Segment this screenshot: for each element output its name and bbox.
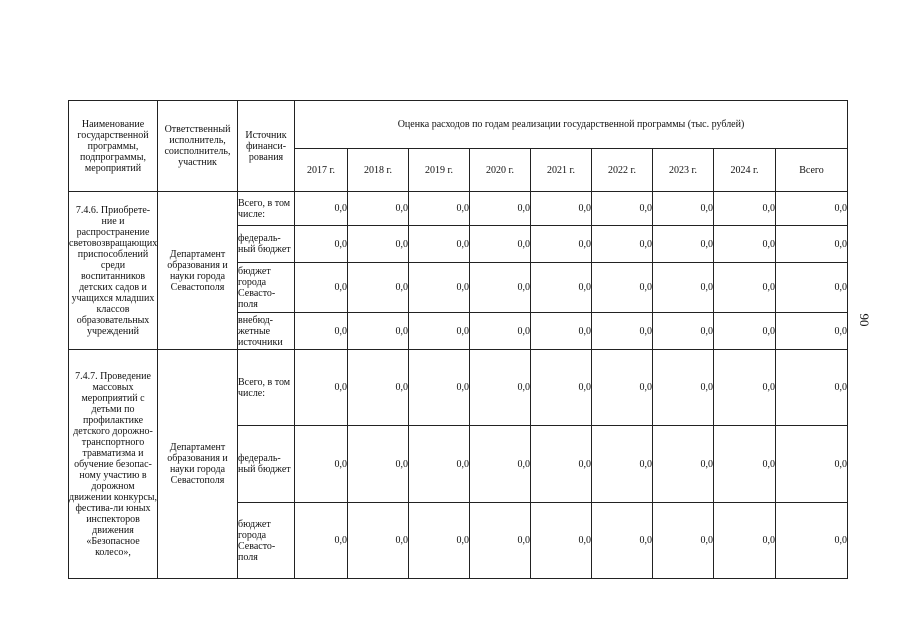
- funding-source: федераль-ный бюджет: [238, 426, 295, 503]
- year-value: 0,0: [592, 503, 653, 579]
- year-value: 0,0: [409, 350, 470, 426]
- year-value: 0,0: [409, 226, 470, 263]
- header-executor-col: Ответственный исполнитель, соисполнитель, участник: [158, 101, 238, 192]
- year-value: 0,0: [714, 263, 776, 313]
- header-name-col: Наименование государственной программы, подпрограммы, мероприятий: [69, 101, 158, 192]
- year-value: 0,0: [714, 313, 776, 350]
- year-value: 0,0: [714, 192, 776, 226]
- year-value: 0,0: [653, 192, 714, 226]
- year-value: 0,0: [531, 350, 592, 426]
- year-value: 0,0: [470, 226, 531, 263]
- year-value: 0,0: [592, 350, 653, 426]
- program-executor: Департамент образования и науки города Севастополя: [158, 192, 238, 350]
- year-header: 2022 г.: [592, 149, 653, 192]
- total-value: 0,0: [776, 192, 848, 226]
- year-value: 0,0: [653, 313, 714, 350]
- year-value: 0,0: [409, 313, 470, 350]
- year-value: 0,0: [714, 426, 776, 503]
- header-source-col: Источник финанси-рования: [238, 101, 295, 192]
- year-value: 0,0: [470, 503, 531, 579]
- year-value: 0,0: [295, 350, 348, 426]
- year-value: 0,0: [409, 426, 470, 503]
- year-value: 0,0: [470, 263, 531, 313]
- year-value: 0,0: [592, 313, 653, 350]
- year-header: 2017 г.: [295, 149, 348, 192]
- year-value: 0,0: [531, 263, 592, 313]
- table-row: [69, 192, 848, 226]
- year-value: 0,0: [531, 313, 592, 350]
- year-value: 0,0: [653, 426, 714, 503]
- total-value: 0,0: [776, 226, 848, 263]
- year-value: 0,0: [348, 426, 409, 503]
- year-value: 0,0: [295, 426, 348, 503]
- year-value: 0,0: [470, 192, 531, 226]
- funding-source: бюджет города Севасто-поля: [238, 503, 295, 579]
- year-value: 0,0: [592, 192, 653, 226]
- funding-source: Всего, в том числе:: [238, 192, 295, 226]
- total-value: 0,0: [776, 263, 848, 313]
- year-value: 0,0: [470, 426, 531, 503]
- year-value: 0,0: [531, 426, 592, 503]
- year-value: 0,0: [295, 192, 348, 226]
- year-value: 0,0: [714, 503, 776, 579]
- total-header: Всего: [776, 149, 848, 192]
- program-executor: Департамент образования и науки города Севастополя: [158, 350, 238, 579]
- year-value: 0,0: [295, 313, 348, 350]
- year-header: 2021 г.: [531, 149, 592, 192]
- year-value: 0,0: [348, 350, 409, 426]
- year-header: 2018 г.: [348, 149, 409, 192]
- year-header: 2019 г.: [409, 149, 470, 192]
- year-value: 0,0: [653, 226, 714, 263]
- year-value: 0,0: [409, 192, 470, 226]
- year-value: 0,0: [714, 226, 776, 263]
- program-name: 7.4.6. Приобрете-ние и распространение световозвращающих приспособлений среди воспитанников детских садов и учащихся младших классов образовательных учреждений: [69, 192, 158, 350]
- year-value: 0,0: [409, 503, 470, 579]
- total-value: 0,0: [776, 313, 848, 350]
- budget-table: [68, 100, 848, 579]
- funding-source: внебюд-жетные источники: [238, 313, 295, 350]
- year-value: 0,0: [592, 263, 653, 313]
- year-header: 2023 г.: [653, 149, 714, 192]
- table-body: [69, 192, 848, 579]
- total-value: 0,0: [776, 350, 848, 426]
- year-value: 0,0: [531, 192, 592, 226]
- year-value: 0,0: [295, 503, 348, 579]
- year-value: 0,0: [470, 350, 531, 426]
- year-value: 0,0: [531, 226, 592, 263]
- funding-source: бюджет города Севасто-поля: [238, 263, 295, 313]
- year-value: 0,0: [653, 503, 714, 579]
- year-value: 0,0: [348, 226, 409, 263]
- year-value: 0,0: [592, 426, 653, 503]
- program-name: 7.4.7. Проведение массовых мероприятий с детьми по профилактике детского дорожно-транспортного травматизма и обучение безопас-ному участию в дорожном движении конкурсы, фестива-ли юных инспекторов движения «Безопасное колесо»,: [69, 350, 158, 579]
- total-value: 0,0: [776, 426, 848, 503]
- year-value: 0,0: [348, 503, 409, 579]
- header-estimate-title: Оценка расходов по годам реализации государственной программы (тыс. рублей): [295, 101, 848, 149]
- funding-source: федераль-ный бюджет: [238, 226, 295, 263]
- year-header: 2024 г.: [714, 149, 776, 192]
- year-value: 0,0: [592, 226, 653, 263]
- table-row: [69, 350, 848, 426]
- year-value: 0,0: [295, 226, 348, 263]
- year-value: 0,0: [714, 350, 776, 426]
- total-value: 0,0: [776, 503, 848, 579]
- year-value: 0,0: [653, 263, 714, 313]
- year-value: 0,0: [470, 313, 531, 350]
- year-value: 0,0: [653, 350, 714, 426]
- year-header: 2020 г.: [470, 149, 531, 192]
- year-value: 0,0: [348, 313, 409, 350]
- year-value: 0,0: [295, 263, 348, 313]
- page-number: 90: [857, 313, 872, 327]
- year-value: 0,0: [348, 192, 409, 226]
- year-value: 0,0: [348, 263, 409, 313]
- funding-source: Всего, в том числе:: [238, 350, 295, 426]
- year-value: 0,0: [409, 263, 470, 313]
- year-value: 0,0: [531, 503, 592, 579]
